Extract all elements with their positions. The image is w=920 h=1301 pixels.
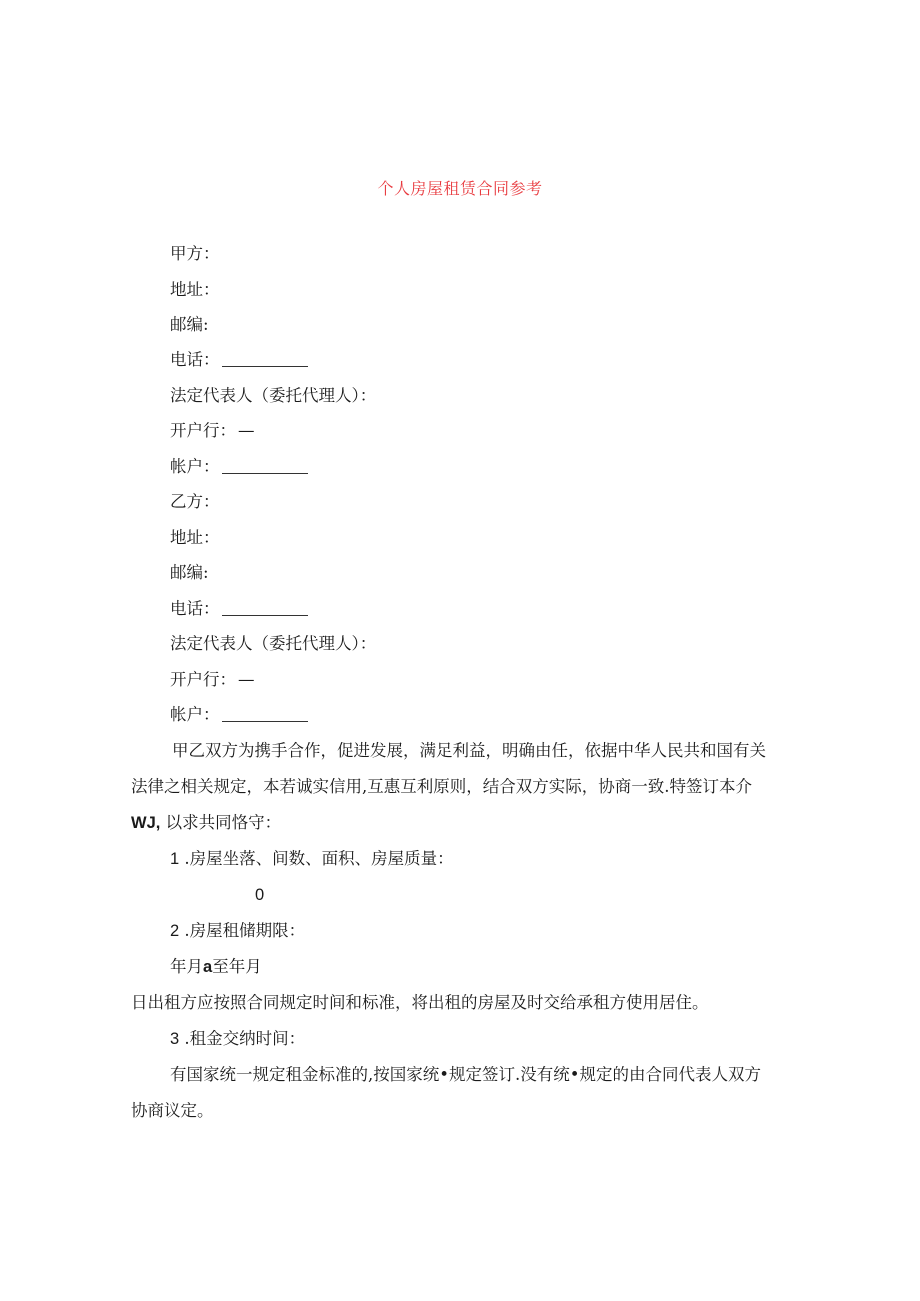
party-b-phone-blank — [222, 601, 308, 616]
party-b-label: 乙方： — [170, 492, 220, 511]
clause-2-heading — [170, 921, 305, 941]
party-b-account-row — [170, 705, 308, 725]
clause-2-period-a: 年月 — [170, 957, 203, 976]
party-b-address: 地址： — [170, 528, 220, 547]
clause-3-heading — [170, 1029, 305, 1049]
party-b-phone-label: 电话： — [170, 599, 220, 618]
intro-line-3 — [131, 813, 281, 833]
party-b-phone-row — [170, 599, 308, 619]
clause-1-heading — [170, 849, 454, 869]
clause-2-period-b: a — [203, 958, 213, 976]
intro-line-3-bold: WJ, — [131, 814, 161, 832]
party-a-bank-row — [170, 421, 255, 441]
intro-line-1: 甲乙双方为携手合作，促进发展，满足利益，明确由任，依据中华人民共和国有关 — [172, 741, 766, 760]
document-title: 个人房屋租赁合同参考 — [377, 179, 543, 198]
clause-3-text: .租金交纳时间： — [179, 1029, 306, 1048]
party-a-phone-row — [170, 350, 308, 370]
clause-3-detail-line-1: 有国家统一规定租金标准的,按国家统•规定签订.没有统•规定的由合同代表人双方 — [170, 1065, 761, 1084]
clause-3-detail-line-2: 协商议定。 — [131, 1101, 214, 1120]
party-b-postcode: 邮编: — [170, 563, 209, 582]
party-b-bank-row — [170, 670, 255, 690]
party-a-phone-blank — [222, 352, 308, 367]
clause-1-text: .房屋坐落、间数、面积、房屋质量： — [179, 849, 454, 868]
party-b-legal-rep: 法定代表人（委托代理人）： — [170, 634, 377, 653]
party-a-account-blank — [222, 459, 308, 474]
intro-line-3-rest: 以求共同恪守： — [160, 813, 282, 832]
party-a-postcode: 邮编: — [170, 315, 209, 334]
clause-2-number: 2 — [170, 922, 180, 940]
party-b-account-blank — [222, 707, 308, 722]
party-b-bank-label: 开户行： — [170, 670, 236, 689]
party-a-label: 甲方： — [170, 244, 220, 263]
party-a-phone-label: 电话： — [170, 350, 220, 369]
clause-2-text: .房屋租储期限： — [179, 921, 306, 940]
party-a-legal-rep: 法定代表人（委托代理人）： — [170, 386, 377, 405]
clause-1-number: 1 — [170, 850, 180, 868]
clause-2-period-c: 至年月 — [212, 957, 262, 976]
clause-3-number: 3 — [170, 1030, 180, 1048]
clause-1-value: 0 — [255, 886, 265, 904]
party-b-bank-dash: — — [238, 670, 255, 689]
party-a-address: 地址： — [170, 280, 220, 299]
party-a-account-label: 帐户： — [170, 457, 220, 476]
clause-2-period — [170, 957, 262, 977]
clause-2-detail: 日出租方应按照合同规定时间和标准，将出租的房屋及时交给承租方使用居住。 — [131, 993, 709, 1012]
party-a-bank-label: 开户行： — [170, 421, 236, 440]
intro-line-2: 法律之相关规定，本若诚实信用,互惠互利原则，结合双方实际，协商一致.特签订本介 — [131, 777, 752, 796]
party-a-bank-dash: — — [238, 421, 255, 440]
party-a-account-row — [170, 457, 308, 477]
party-b-account-label: 帐户： — [170, 705, 220, 724]
